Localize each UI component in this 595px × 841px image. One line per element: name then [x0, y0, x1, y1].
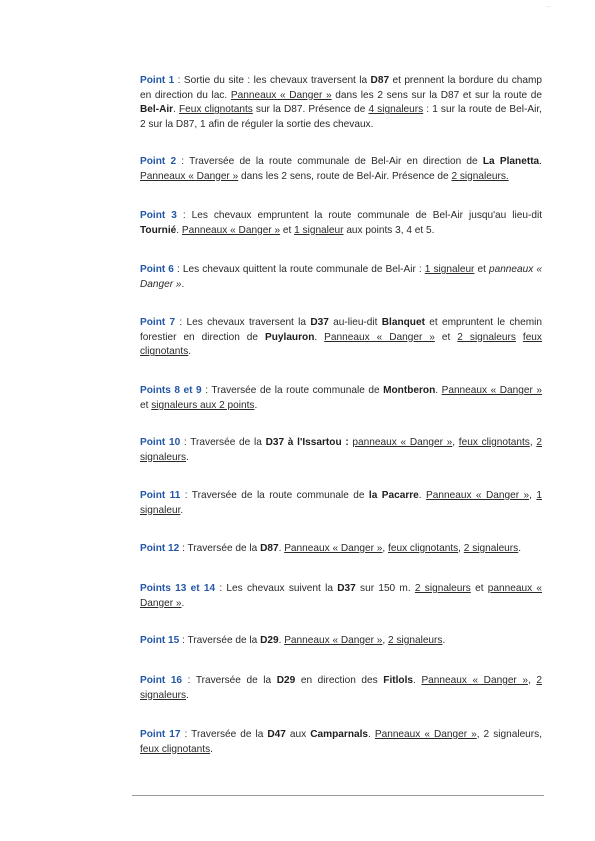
safety-measure: 2 signaleurs	[140, 675, 543, 701]
place-name: D47	[267, 729, 286, 740]
place-name: D87	[370, 75, 390, 86]
point-text: .	[173, 104, 179, 116]
point-text: : Traversée de la route communale de	[180, 490, 369, 501]
point-text: .	[278, 543, 285, 554]
point-label: Points 13 et 14	[140, 583, 216, 594]
point-text: dans les 2 sens sur la D87 et sur la route de	[331, 89, 542, 101]
place-name: Fitlols	[383, 675, 414, 686]
point-15	[140, 634, 542, 649]
point-text: .	[188, 346, 192, 358]
safety-measure: feux clignotants	[388, 543, 459, 554]
safety-measure: panneaux « Danger »	[140, 583, 543, 609]
footer-rule	[132, 795, 544, 796]
points-8-9	[140, 384, 542, 413]
point-text: .	[186, 689, 189, 701]
point-text: .	[435, 385, 442, 396]
point-text: ,	[382, 543, 389, 554]
safety-measure: panneaux « Danger »	[352, 437, 453, 448]
point-16	[140, 674, 542, 703]
point-text: et	[140, 399, 152, 411]
point-text: et	[470, 583, 488, 594]
place-name: D37 à l'Issartou :	[265, 437, 349, 448]
point-label: Point 6	[140, 264, 174, 275]
point-text: : Traversée de la	[179, 635, 261, 646]
point-text: : Traversée de la	[180, 729, 268, 740]
safety-measure: Panneaux « Danger »	[426, 490, 530, 501]
point-text: en direction des	[295, 675, 384, 686]
point-2	[140, 155, 542, 184]
safety-measure: Panneaux « Danger »	[284, 635, 383, 646]
point-text: : Les chevaux suivent la	[215, 583, 338, 594]
point-text: aux	[285, 729, 311, 740]
point-label: Point 12	[140, 543, 180, 554]
point-12	[140, 542, 542, 557]
safety-measure: 1 signaleur	[424, 264, 475, 275]
safety-measure: Feux clignotants	[179, 104, 253, 116]
point-text: .	[518, 543, 522, 554]
place-name: D87	[260, 543, 279, 554]
safety-measure: 2 signaleurs	[140, 437, 543, 463]
safety-measure: panneaux « Danger »	[140, 264, 542, 290]
safety-measure: Panneaux « Danger »	[284, 543, 383, 554]
point-text: : Sortie du site : les chevaux traversent la	[174, 75, 371, 86]
point-text: .	[176, 224, 182, 236]
point-label: Points 8 et 9	[140, 385, 202, 396]
point-text: et	[434, 331, 458, 343]
place-name: D37	[337, 583, 356, 594]
safety-measure: signaleurs aux 2 points	[151, 399, 255, 411]
safety-measure: 2 signaleurs	[414, 583, 471, 594]
point-text: : 1 sur la route de Bel-Air, 2 sur la D87, 1 afin de réguler la sortie des chevaux.	[140, 104, 542, 130]
safety-measure: Panneaux « Danger »	[374, 729, 477, 740]
point-text: ,	[458, 543, 464, 554]
point-text: : Les chevaux empruntent la route communale de Bel-Air jusqu'au lieu-dit	[176, 210, 543, 221]
point-label: Point 17	[140, 729, 181, 740]
point-text: ,	[528, 675, 537, 686]
safety-measure: feux clignotants	[458, 437, 530, 448]
point-text: .	[314, 331, 325, 343]
safety-measure: 2 signaleurs	[457, 331, 516, 343]
point-text: .	[413, 675, 422, 686]
safety-measure: 2 signaleurs	[388, 635, 443, 646]
point-label: Point 2	[140, 156, 177, 167]
point-text: .	[210, 743, 213, 755]
point-text: , 2 signaleurs,	[476, 729, 543, 740]
point-label: Point 11	[140, 490, 181, 501]
place-name: Blanquet	[381, 317, 425, 328]
place-name: Bel-Air	[140, 104, 174, 116]
place-name: D29	[260, 635, 279, 646]
point-6	[140, 263, 542, 292]
safety-measure: 2 signaleurs.	[451, 170, 509, 182]
point-text: : Les chevaux traversent la	[175, 317, 311, 328]
place-name: Puylauron	[265, 331, 315, 343]
point-text: et	[280, 224, 295, 236]
point-text: et empruntent le chemin forestier en direction de	[140, 317, 542, 343]
point-1	[140, 74, 542, 132]
point-3	[140, 209, 542, 238]
safety-measure: 2 signaleurs	[463, 543, 519, 554]
point-17	[140, 728, 542, 757]
point-10	[140, 436, 542, 465]
point-text: .	[278, 635, 285, 646]
place-name: La Planetta	[482, 156, 540, 167]
point-text: aux points 3, 4 et 5.	[343, 224, 435, 236]
safety-measure: 1 signaleur	[140, 490, 542, 516]
point-text: .	[180, 504, 184, 516]
point-text: ,	[529, 437, 537, 448]
point-text: : Traversée de la	[180, 437, 266, 448]
safety-measure: Panneaux « Danger »	[421, 675, 528, 686]
place-name: D29	[276, 675, 296, 686]
safety-measure: 4 signaleurs	[368, 104, 424, 116]
point-label: Point 1	[140, 75, 175, 86]
point-text: : Traversée de la	[179, 543, 261, 554]
point-label: Point 7	[140, 317, 176, 328]
point-text: : Traversée de la route communale de	[201, 385, 384, 396]
point-text: ,	[529, 490, 537, 501]
point-text: sur la D87. Présence de	[252, 104, 369, 116]
point-text: .	[186, 451, 189, 463]
point-text: .	[181, 597, 185, 609]
points-13-14	[140, 582, 542, 611]
safety-measure: 1 signaleur	[294, 224, 344, 236]
safety-measure: Panneaux « Danger »	[324, 331, 435, 343]
point-text: : Traversée de la route communale de Bel-Air en direction de	[176, 156, 483, 167]
place-name: Montberon	[383, 385, 436, 396]
point-text: sur 150 m.	[355, 583, 415, 594]
place-name: Tournié	[140, 224, 177, 236]
safety-measure: Panneaux « Danger »	[140, 170, 239, 182]
safety-measure: Panneaux « Danger »	[230, 89, 332, 101]
point-text: dans les 2 sens, route de Bel-Air. Présence de	[238, 170, 452, 182]
point-text: ,	[452, 437, 459, 448]
safety-measure: feux clignotants	[140, 331, 542, 358]
point-text: ,	[382, 635, 389, 646]
point-text: .	[442, 635, 446, 646]
point-text	[516, 332, 523, 343]
corner-mark: ..	[546, 0, 551, 9]
safety-measure: Panneaux « Danger »	[441, 385, 542, 396]
point-label: Point 3	[140, 210, 177, 221]
point-text: .	[181, 278, 185, 290]
point-label: Point 15	[140, 635, 180, 646]
point-11	[140, 489, 542, 518]
point-7	[140, 316, 542, 360]
point-text: : Les chevaux quittent la route communale de Bel-Air :	[173, 264, 425, 275]
point-label: Point 10	[140, 437, 181, 448]
place-name: D37	[310, 317, 329, 328]
safety-measure: feux clignotants	[140, 743, 211, 755]
point-text: .	[539, 156, 542, 167]
point-text: .	[368, 729, 375, 740]
place-name: la Pacarre	[368, 490, 419, 501]
safety-measure: Panneaux « Danger »	[181, 224, 281, 236]
point-text: : Traversée de la	[182, 675, 277, 686]
point-text: au-lieu-dit	[328, 317, 382, 328]
point-text: .	[418, 490, 427, 501]
place-name: Camparnals	[310, 729, 369, 740]
point-text: .	[254, 399, 258, 411]
point-text: et	[474, 264, 489, 275]
point-label: Point 16	[140, 675, 183, 686]
point-text: et prennent la bordure du champ en direction du lac.	[140, 75, 542, 101]
